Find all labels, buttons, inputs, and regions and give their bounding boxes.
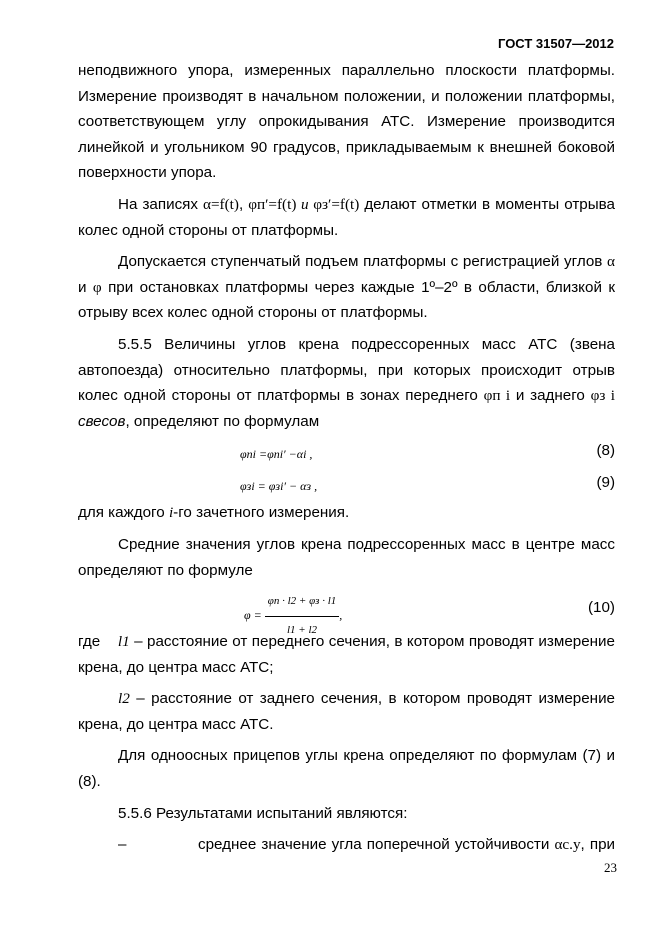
equation-10 (78, 585, 615, 636)
definition-l1-text: – расстояние от переднего сечения, в котором проводят измерение крена, до центра масс АТС; (78, 633, 615, 676)
equation-10-body (244, 589, 342, 643)
paragraph-3-text-a: Допускается ступенчатый подъем платформы с регистрацией углов (118, 253, 608, 271)
symbol-l1: l1 (117, 633, 130, 651)
result-item-1-text-a: среднее значение угла поперечной устойчивости (198, 836, 555, 854)
definition-l2 (78, 686, 615, 737)
paragraph-8: 5.5.6 Результатами испытаний являются: (118, 804, 408, 822)
page-body (78, 58, 615, 858)
paragraph-2-sep: , (238, 195, 249, 213)
paragraph-2 (78, 192, 615, 243)
formula-alpha-t: α=f(t) (203, 195, 239, 213)
equation-8-number: (8) (596, 442, 615, 460)
page-number: 23 (604, 860, 617, 875)
definition-l2-text: – расстояние от заднего сечения, в котором проводят измерение крена, до центра масс АТС. (78, 690, 615, 733)
result-item-1-text-b: , при (580, 836, 616, 854)
definition-l1-where: где (78, 633, 105, 651)
paragraph-4-mid: и заднего (510, 387, 591, 405)
equation-8-body: φпi =φпi′ −αi , (240, 447, 313, 462)
definition-l1 (78, 629, 615, 680)
equation-10-denominator: l1 + l2 (286, 623, 318, 636)
result-item-1-text (198, 832, 615, 858)
formula-phi-rear-t: φз′=f(t) (313, 195, 360, 213)
equation-9 (78, 468, 615, 500)
document-header: ГОСТ 31507—2012 (498, 36, 614, 51)
result-item-1 (78, 832, 615, 858)
equation-10-fraction (265, 589, 343, 643)
paragraph-2-and: и (296, 195, 314, 213)
paragraph-3-and: и (78, 278, 93, 296)
equation-10-tail: , (339, 607, 343, 622)
equation-8 (78, 436, 615, 468)
symbol-alpha-su: αс.у (554, 836, 581, 854)
paragraph-3 (78, 249, 615, 326)
symbol-phi: φ (92, 278, 102, 296)
paragraph-6: Средние значения углов крена подрессоренных масс в центре масс определяют по формуле (78, 535, 615, 579)
paragraph-2-text-a: На записях (118, 195, 204, 213)
paragraph-4 (78, 332, 615, 434)
equation-10-number: (10) (587, 599, 615, 617)
paragraph-1: неподвижного упора, измеренных параллельно плоскости платформы. Измерение производят в начальном положении, и положении платформы, соответствующем углу опрокидывания АТС. Измерение производится линейкой и угольником 90 градусов, прикладываемым к внешней боковой поверхности упора. (78, 62, 615, 182)
paragraph-4-italic: свесов (78, 412, 126, 430)
paragraph-5-text-a: для каждого (78, 504, 169, 522)
formula-phi-front-t: φп′=f(t) (248, 195, 297, 213)
paragraph-5-text-b: -го зачетного измерения. (173, 504, 350, 522)
paragraph-2-text-b: делают отметки в моменты отрыва колес одной стороны от платформы. (78, 195, 616, 239)
result-item-1-dash: – (118, 836, 127, 854)
paragraph-5 (78, 500, 615, 526)
equation-10-lhs: φ = (244, 607, 262, 622)
equation-10-numerator: φп · l2 + φз · l1 (265, 589, 340, 617)
paragraph-3-text-b: при остановках платформы через каждые 1º–2º в области, близкой к отрыву всех колес одной стороны от платформы. (78, 278, 615, 322)
equation-9-body: φзi = φзi′ − αз , (240, 479, 318, 494)
symbol-phi-front-i: φп i (483, 387, 511, 405)
paragraph-4-text-a: 5.5.5 Величины углов крена подрессоренных масс АТС (звена автопоезда) относительно платформы, при которых происходит отрыв колес одной стороны от платформы в зонах переднего (78, 335, 615, 405)
symbol-i: i (168, 504, 174, 522)
equation-9-number: (9) (596, 474, 615, 492)
symbol-alpha: α (607, 253, 615, 271)
paragraph-4-text-b: , определяют по формулам (125, 412, 320, 430)
paragraph-7: Для одноосных прицепов углы крена определяют по формулам (7) и (8). (78, 747, 615, 791)
symbol-l2: l2 (118, 690, 130, 708)
symbol-phi-rear-i: φз i (590, 387, 615, 405)
